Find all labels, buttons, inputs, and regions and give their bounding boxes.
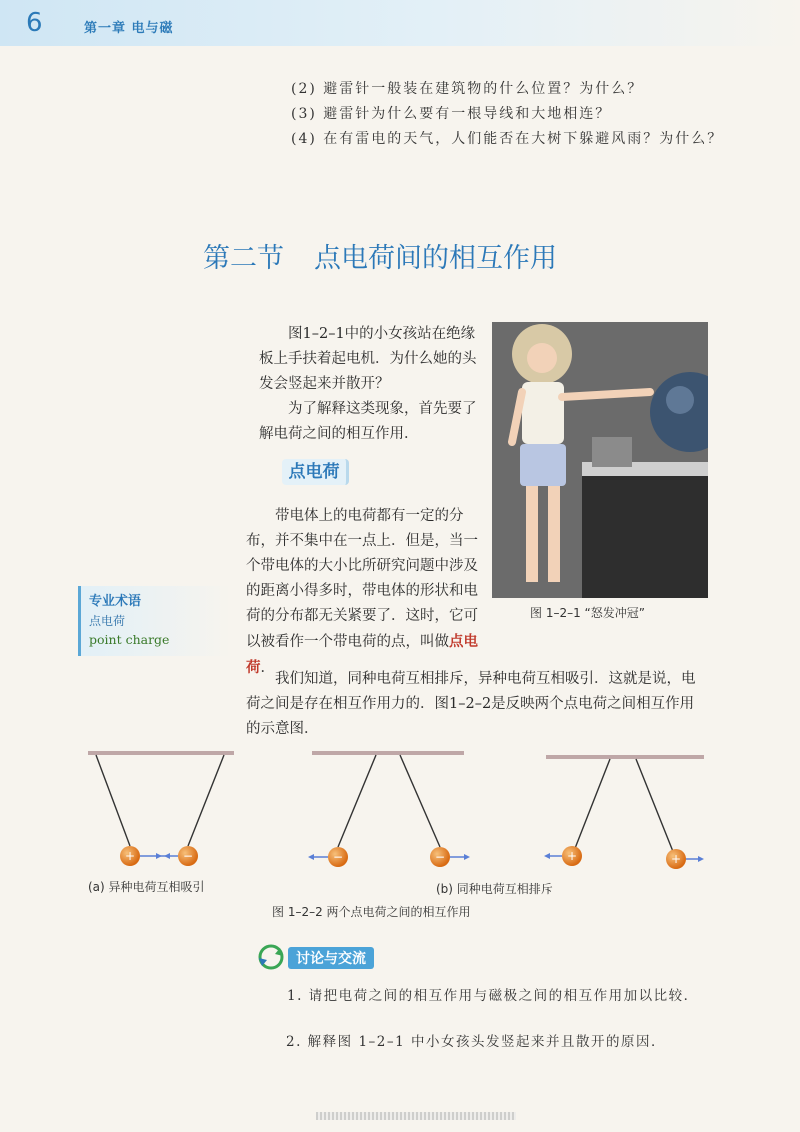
section-label: 第二节 [203, 243, 284, 274]
point-charge-paragraph [246, 504, 480, 681]
thread-b2-right [636, 759, 676, 859]
discussion-item-1 [260, 984, 710, 1008]
force-arrowhead-a-right [164, 853, 170, 859]
girl-photo-illustration [492, 322, 708, 598]
intro-paragraph-2: 为了解释这类现象，首先要了解电荷之间的相互作用． [259, 401, 477, 442]
intro-paragraph-1: 图1–2–1中的小女孩站在绝缘板上手扶着起电机．为什么她的头发会竖起来并散开？ [259, 326, 477, 392]
sign-b2-right: + [670, 852, 682, 866]
section-heading: 点电荷间的相互作用 [314, 243, 557, 274]
girl-photo [492, 322, 708, 598]
discussion-title: 讨论与交流 [288, 947, 374, 969]
discussion-icon [258, 944, 284, 970]
force-arrowhead-b1-right [464, 854, 470, 860]
section-title [203, 236, 557, 275]
figure-b-positive [544, 755, 704, 869]
point-charge-text-end: ． [260, 660, 275, 676]
glossary-box [78, 586, 231, 656]
figure-caption: 图 1–2–2 两个点电荷之间的相互作用 [272, 905, 471, 919]
figure-a [88, 751, 234, 866]
question-4: (4) 在有雷电的天气，人们能否在大树下躲避风雨？为什么？ [291, 131, 724, 147]
subsection-title: 点电荷 [282, 459, 349, 485]
charge-interaction-figure [80, 745, 720, 875]
intro-text [259, 322, 481, 447]
question-2: (2) 避雷针一般装在建筑物的什么位置？为什么？ [291, 81, 644, 97]
thread-b1-left [338, 755, 376, 847]
thread-b2-left [572, 759, 610, 856]
figure-b-negative [308, 751, 470, 867]
support-bar-a [88, 751, 234, 755]
support-bar-b2 [546, 755, 704, 759]
glossary-term-zh: 点电荷 [89, 614, 126, 628]
point-charge-text-start: 带电体上的电荷都有一定的分布，并不集中在一点上．但是，当一个带电体的大小比所研究问题中涉及的距离小得多时，带电体的形状和电荷的分布都无关紧要了．这时，它可以被看作一个带电荷的点，叫做 [246, 508, 478, 650]
discussion-item-1-text: 1. 请把电荷之间的相互作用与磁极之间的相互作用加以比较． [287, 988, 699, 1004]
sign-a-left: + [124, 849, 136, 863]
sign-b2-left: + [566, 849, 578, 863]
sign-a-right: − [182, 849, 194, 863]
question-3: (3) 避雷针为什么要有一根导线和大地相连？ [291, 106, 612, 122]
glossary-heading: 专业术语 [89, 594, 142, 609]
thread-a-left [96, 755, 130, 846]
glossary-term-en: point charge [89, 632, 170, 647]
page-number: 6 [26, 8, 43, 38]
thread-b1-right [400, 755, 440, 847]
point-charge-term: 点电荷 [246, 633, 478, 676]
figure-sub-caption-b: (b) 同种电荷互相排斥 [436, 882, 553, 896]
chapter-title: 第一章 电与磁 [84, 21, 174, 36]
support-bar-b1 [312, 751, 464, 755]
sign-b1-left: − [332, 850, 344, 864]
force-arrowhead-b2-right [698, 856, 704, 862]
force-arrowhead-b2-left [544, 853, 550, 859]
photo-caption: 图 1–2–1 “怒发冲冠” [530, 606, 645, 620]
figure-sub-caption-a: (a) 异种电荷互相吸引 [88, 880, 205, 894]
interaction-text [246, 667, 708, 742]
thread-a-right [188, 755, 224, 846]
sign-b1-right: − [434, 850, 446, 864]
footer-strip [316, 1112, 516, 1120]
force-arrowhead-b1-left [308, 854, 314, 860]
discussion-item-2: 2. 解释图 1–2–1 中小女孩头发竖起来并且散开的原因． [286, 1034, 667, 1050]
point-charge-text [246, 504, 480, 681]
interaction-paragraph: 我们知道，同种电荷互相排斥，异种电荷互相吸引．这就是说，电荷之间是存在相互作用力的．图1–2–2是反映两个点电荷之间相互作用的示意图． [246, 671, 696, 737]
